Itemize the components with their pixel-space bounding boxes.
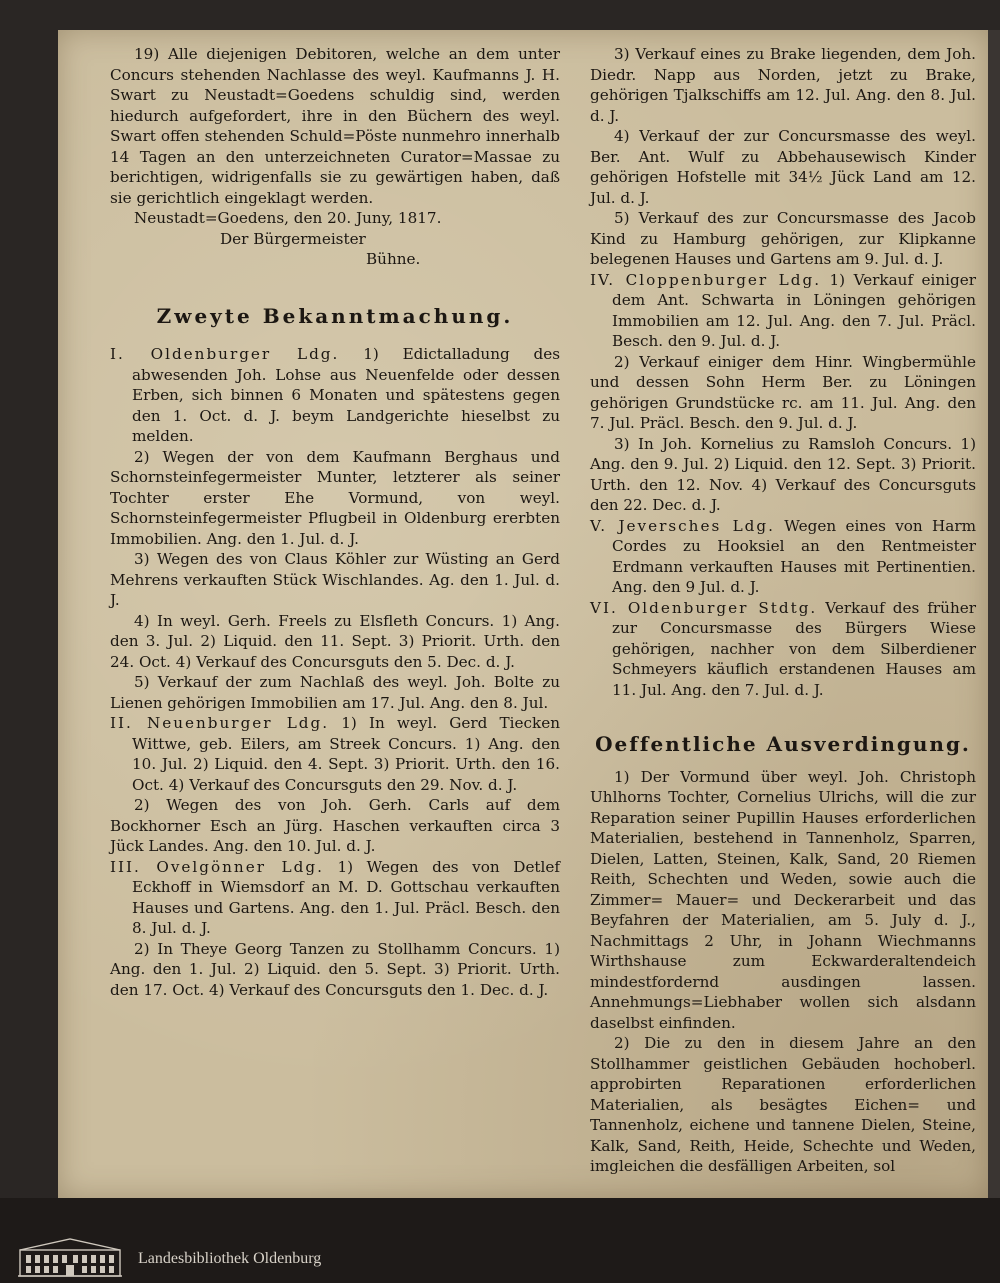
section-4-heading: IV. Cloppenburger Ldg. (590, 270, 822, 289)
heading-zweyte-bekanntmachung: Zweyte Bekanntmachung. (156, 303, 514, 328)
section-4-entry-1 (590, 270, 976, 352)
section-3-text-1: 1) Wegen des von Detlef Eckhoff in Wiemsdorf an M. D. Gottschau verkauften Hauses und Gartens. Ang. den 1. Jul. Präcl. Besch. den 8. Jul. d. J. (132, 857, 561, 937)
section-4-entry-2: 2) Verkauf einiger dem Hinr. Wingbermühle und dessen Sohn Herm Ber. zu Löningen gehörigen Grundstücke rc. am 11. Jul. Ang. den 7. Jul. Präcl. Besch. den 9. Jul. d. J. (590, 352, 976, 432)
section-2-heading: II. Neuenburger Ldg. (110, 714, 330, 732)
left-column (110, 44, 560, 1000)
ausverdingung-entry-1: 1) Der Vormund über weyl. Joh. Christoph Uhlhorns Tochter, Cornelius Ulrichs, will die zur Reparation seiner Pupillin Hauses erforderlichen Materialien, bestehend in Tannenholz, Sparren, Dielen, Latten, Steinen, Kalk, Sand, 20 Riemen Reith, Schechten und Weden, sowie auch die Zimmer= Mauer= und Deckerarbeit und das Beyfahren der Materialien, am 5. July d. J., Nachmittags 2 Uhr, in Johann Wiechmanns Wirthshause zum Eckwarderaltendeich mindestfordernd ausdingen lassen. Annehmungs=Liebhaber wollen sich alsdann daselbst einfinden. (590, 767, 976, 1032)
section-5-text-1: Wegen eines von Harm Cordes zu Hooksiel an den Rentmeister Erdmann verkauften Hauses mit Pertinentien. Ang. den 9 Jul. d. J. (612, 516, 977, 596)
section-2-entry-2: 2) Wegen des von Joh. Gerh. Carls auf dem Bockhorner Esch an Jürg. Haschen verkauften circa 3 Jück Landes. Ang. den 10. Jul. d. J. (110, 796, 560, 855)
section-2-entry-1 (110, 713, 560, 795)
heading-oeffentliche-ausverdingung: Oeffentliche Ausverdingung. (595, 732, 971, 756)
section-5-entry-1 (590, 516, 976, 598)
library-name: Landesbibliothek Oldenburg (138, 1250, 322, 1267)
right-column (590, 44, 976, 1177)
section-1-entry-3: 3) Wegen des von Claus Köhler zur Wüsting an Gerd Mehrens verkauften Stück Wischlandes. Ag. den 1. Jul. d. J. (110, 550, 560, 609)
section-1-heading: I. Oldenburger Ldg. (110, 345, 340, 363)
footer-bar (0, 1198, 1000, 1283)
ausverdingung-entry-2: 2) Die zu den in diesem Jahre an den Stollhammer geistlichen Gebäuden hochoberl. approbirten Reparationen erforderlichen Materialien, als besägtes Eichen= und Tannenholz, eichene und tannene Dielen, Steine, Kalk, Sand, Reith, Heide, Schechte und Weden, imgleichen die desfälligen Arbeiten, sol (590, 1034, 976, 1175)
notice-19: 19) Alle diejenigen Debitoren, welche an dem unter Concurs stehenden Nachlasse des weyl. Kaufmanns J. H. Swart zu Neustadt=Goedens schuldig sind, werden hiedurch aufgefordert, ihre in den Büchern des weyl. Swart offen stehenden Schuld=Pöste nunmehro innerhalb 14 Tagen an den unterzeichneten Curator=Massae zu berichtigen, widrigenfalls sie zu gewärtigen haben, daß sie gerichtlich eingeklagt werden. (110, 45, 560, 207)
signature-name: Bühne. (366, 250, 421, 268)
signature-title: Der Bürgermeister (220, 229, 366, 248)
page-edge (988, 30, 1000, 1198)
section-6-entry-1 (590, 598, 976, 701)
section-1-entry-2: 2) Wegen der von dem Kaufmann Berghaus und Schornsteinfegermeister Munter, letzterer als seiner Tochter erster Ehe Vormund, von weyl. Schornsteinfegermeister Pflugbeil in Oldenburg ererbten Immobilien. Ang. den 1. Jul. d. J. (110, 447, 560, 548)
section-6-heading: VI. Oldenburger Stdtg. (590, 598, 818, 617)
section-2-text-1: 1) In weyl. Gerd Tiecken Wittwe, geb. Eilers, am Streek Concurs. 1) Ang. den 10. Jul. 2) Liquid. den 4. Sept. 3) Priorit. Urth. den 16. Oct. 4) Verkauf des Concursguts den 29. Nov. d. J. (132, 714, 561, 794)
section-1-entry-1 (110, 344, 560, 447)
section-3-entry-5: 5) Verkauf des zur Concursmasse des Jacob Kind zu Hamburg gehörigen, zur Klipkanne belegenen Hauses und Gartens am 9. Jul. d. J. (590, 209, 976, 268)
section-3-entry-4: 4) Verkauf der zur Concursmasse des weyl. Ber. Ant. Wulf zu Abbehausewisch Kinder gehörigen Hofstelle mit 34½ Jück Land am 12. Jul. d. J. (590, 127, 976, 207)
section-1-entry-4: 4) In weyl. Gerh. Freels zu Elsfleth Concurs. 1) Ang. den 3. Jul. 2) Liquid. den 11. Sept. 3) Priorit. Urth. den 24. Oct. 4) Verkauf des Concursguts den 5. Dec. d. J. (110, 611, 560, 671)
section-3-heading: III. Ovelgönner Ldg. (110, 857, 324, 876)
section-1-entry-5: 5) Verkauf der zum Nachlaß des weyl. Joh. Bolte zu Lienen gehörigen Immobilien am 17. Jul. Ang. den 8. Jul. (110, 673, 560, 712)
section-3-entry-2: 2) In Theye Georg Tanzen zu Stollhamm Concurs. 1) Ang. den 1. Jul. 2) Liquid. den 5. Sept. 3) Priorit. Urth. den 17. Oct. 4) Verkauf des Concursguts den 1. Dec. d. J. (110, 939, 560, 999)
section-3-entry-3: 3) Verkauf eines zu Brake liegenden, dem Joh. Diedr. Napp aus Norden, jetzt zu Brake, gehörigen Tjalkschiffs am 12. Jul. Ang. den 8. Jul. d. J. (590, 45, 976, 125)
dateline: Neustadt=Goedens, den 20. Juny, 1817. (134, 209, 442, 227)
section-5-heading: V. Jeversches Ldg. (590, 516, 775, 535)
section-4-entry-3: 3) In Joh. Kornelius zu Ramsloh Concurs. 1) Ang. den 9. Jul. 2) Liquid. den 12. Sept. 3) Priorit. Urth. den 12. Nov. 4) Verkauf des Concursguts den 22. Dec. d. J. (590, 434, 976, 514)
section-4-text-1: 1) Verkauf einiger dem Ant. Schwarta in Löningen gehörigen Immobilien am 12. Jul. Ang. den 7. Jul. Präcl. Besch. den 9. Jul. d. J. (612, 270, 976, 350)
section-3-entry-1 (110, 857, 560, 939)
section-1-text-1: 1) Edictalladung des abwesenden Joh. Lohse aus Neuenfelde oder dessen Erben, sich binnen 6 Monaten und spätestens gegen den 1. Oct. d. J. beym Landgerichte hieselbst zu melden. (132, 345, 561, 445)
library-building-icon (16, 1236, 124, 1278)
section-6-text-1: Verkauf des früher zur Concursmasse des Bürgers Wiese gehörigen, nachher von dem Silberdiener Schmeyers käuflich erstandenen Hauses am 11. Jul. Ang. den 7. Jul. d. J. (612, 598, 976, 699)
